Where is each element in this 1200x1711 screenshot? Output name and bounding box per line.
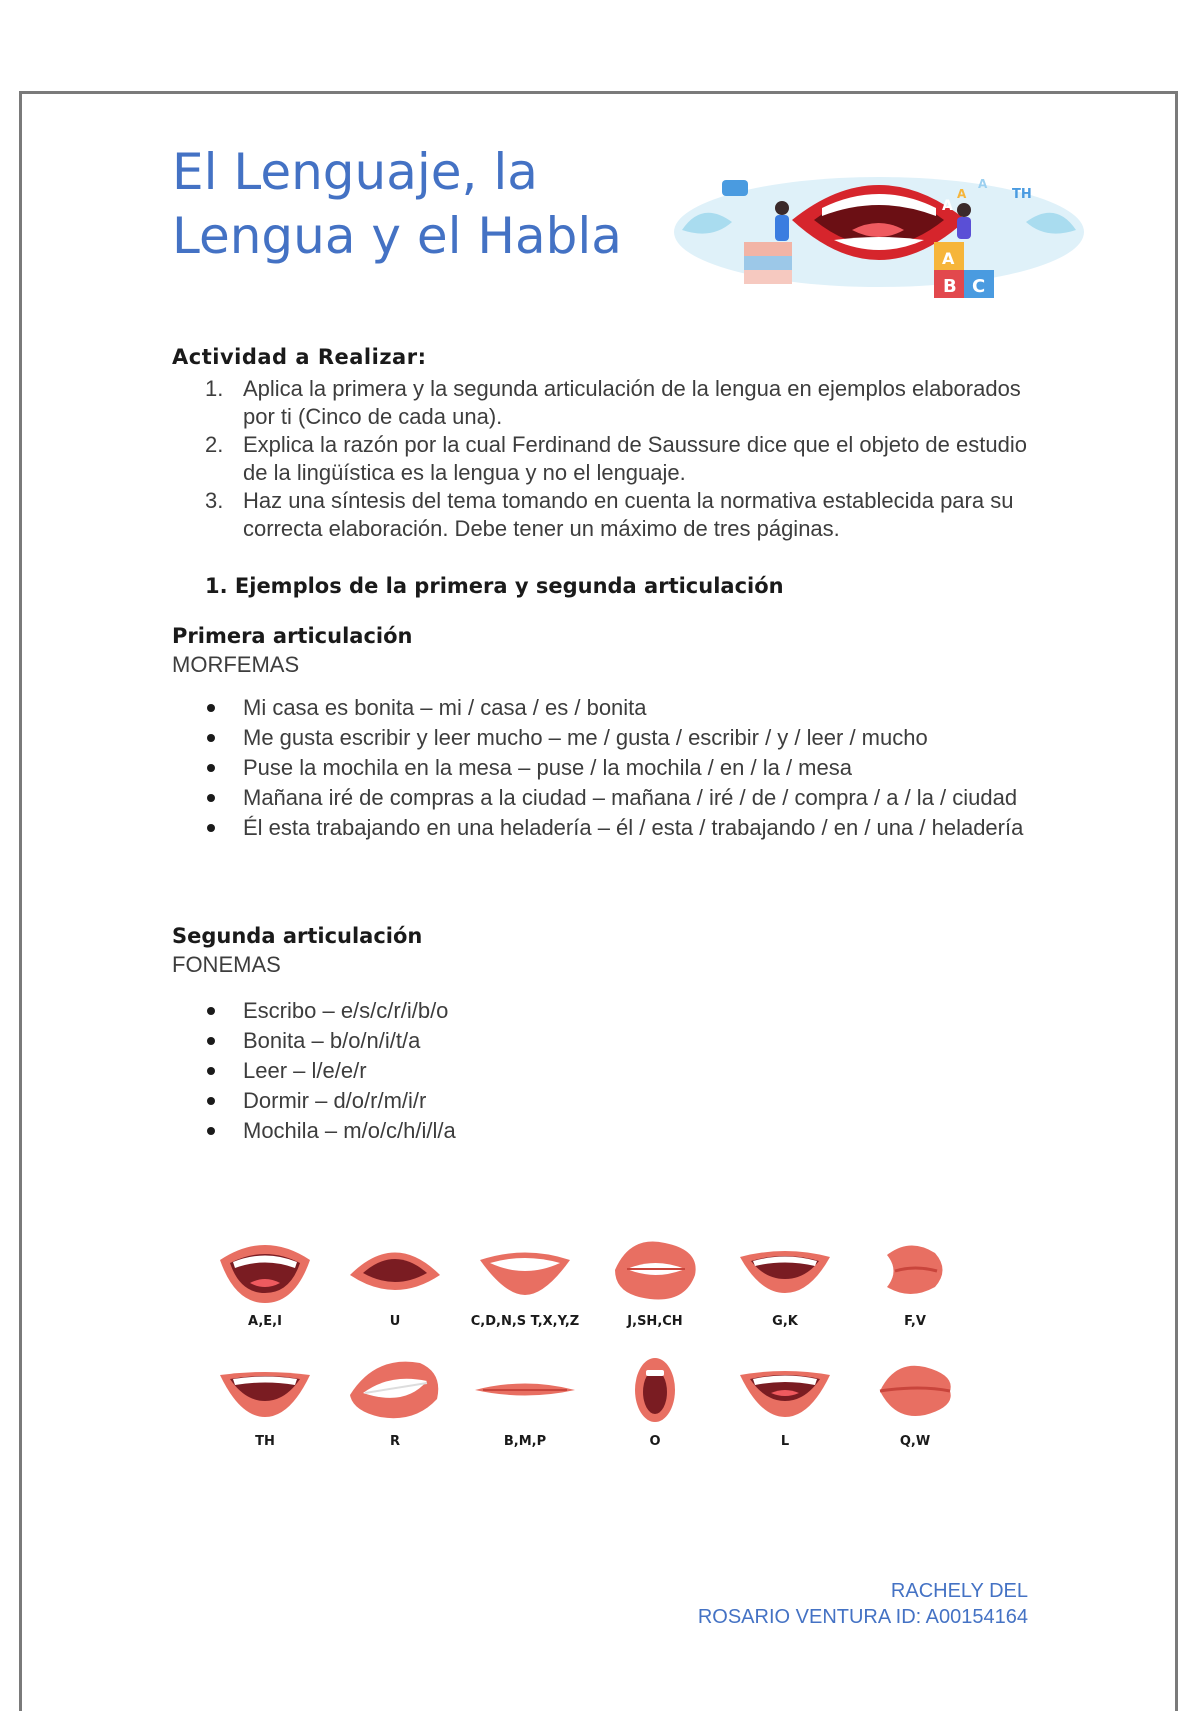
mouth-label: TH (255, 1434, 275, 1449)
hero-illustration (672, 160, 1086, 300)
mouth-r-icon (345, 1355, 445, 1425)
mouth-label: J,SH,CH (627, 1314, 683, 1329)
mouth-label: A,E,I (248, 1314, 282, 1329)
list-item-text: Aplica la primera y la segunda articulación de la lengua en ejemplos elaborados por ti (Cinco de cada una). (243, 376, 1021, 429)
hero-letter: A (978, 177, 988, 191)
list-item-text: Haz una síntesis del tema tomando en cuenta la normativa establecida para su correcta elaboración. Debe tener un máximo de tres páginas. (243, 488, 1014, 541)
mouth-cell (335, 1355, 455, 1451)
mouth-sh-icon (605, 1235, 705, 1305)
list-item: Bonita – b/o/n/i/t/a (205, 1026, 1025, 1056)
hero-letter: TH (1012, 187, 1032, 202)
fonemas-list (205, 996, 1025, 1146)
mouth-cell (595, 1235, 715, 1331)
mouth-label: F,V (904, 1314, 926, 1329)
page-border (19, 91, 1178, 1711)
mouth-teeth-icon (475, 1235, 575, 1305)
list-item: Dormir – d/o/r/m/i/r (205, 1086, 1025, 1116)
mouth-cell (855, 1235, 975, 1331)
mouth-label: R (389, 1434, 400, 1449)
list-number: 3. (205, 488, 224, 513)
mouth-cell (725, 1235, 845, 1331)
mouth-u-icon (345, 1235, 445, 1305)
hero-letter: C (972, 276, 986, 297)
mouth-label: G,K (772, 1314, 798, 1329)
mouth-th-icon (215, 1355, 315, 1425)
author-info (698, 1578, 1028, 1630)
list-item: Escribo – e/s/c/r/i/b/o (205, 996, 1025, 1026)
mouth-l-icon (735, 1355, 835, 1425)
morfemas-list (205, 693, 1025, 843)
list-item: Me gusta escribir y leer mucho – me / gusta / escribir / y / leer / mucho (205, 723, 1025, 753)
mouth-g-icon (735, 1235, 835, 1305)
mouth-label: B,M,P (503, 1434, 547, 1449)
mouth-label: L (780, 1434, 790, 1449)
list-item (205, 431, 1045, 487)
mouth-cell (205, 1355, 325, 1451)
mouth-label: Q,W (899, 1434, 931, 1449)
hero-letter: B (943, 276, 957, 297)
author-name: RACHELY DEL (890, 1580, 1028, 1602)
mouth-open-wide-icon (215, 1235, 315, 1305)
list-item: Leer – l/e/e/r (205, 1056, 1025, 1086)
hero-letter: A (957, 187, 967, 201)
mouth-closed-icon (475, 1355, 575, 1425)
mouth-label: U (389, 1314, 401, 1329)
hero-letter: A (942, 249, 955, 268)
mouth-shapes-chart (205, 1235, 975, 1465)
first-articulation-heading: Primera articulación (172, 624, 413, 648)
mouth-cell (205, 1235, 325, 1331)
list-item: Él esta trabajando en una heladería – él / esta / trabajando / en / una / heladería (205, 813, 1025, 843)
morfemas-label: MORFEMAS (172, 652, 300, 677)
list-number: 2. (205, 432, 224, 457)
mouth-cell (725, 1355, 845, 1451)
mouth-cell (465, 1355, 585, 1451)
mouth-cell (465, 1235, 585, 1331)
page-title: El Lenguaje, la Lengua y el Habla (172, 143, 622, 265)
list-item-text: Explica la razón por la cual Ferdinand de Saussure dice que el objeto de estudio de la lingüística es la lengua y no el lenguaje. (243, 432, 1027, 485)
mouth-f-icon (865, 1235, 965, 1305)
mouth-cell (855, 1355, 975, 1451)
list-item (205, 375, 1045, 431)
activity-heading: Actividad a Realizar: (172, 345, 427, 369)
list-item: Puse la mochila en la mesa – puse / la mochila / en / la / mesa (205, 753, 1025, 783)
hero-letter: A (942, 198, 953, 214)
mouth-cell (595, 1355, 715, 1451)
activity-list (205, 375, 1045, 543)
list-item: Mañana iré de compras a la ciudad – mañana / iré / de / compra / a / la / ciudad (205, 783, 1025, 813)
mouth-o-icon (605, 1355, 705, 1425)
second-articulation-heading: Segunda articulación (172, 924, 423, 948)
mouth-label: O (649, 1434, 661, 1449)
mouth-cell (335, 1235, 455, 1331)
mouth-q-icon (865, 1355, 965, 1425)
mouth-label: C,D,N,S T,X,Y,Z (470, 1314, 580, 1329)
list-item: Mochila – m/o/c/h/i/l/a (205, 1116, 1025, 1146)
list-item (205, 487, 1045, 543)
list-item: Mi casa es bonita – mi / casa / es / bonita (205, 693, 1025, 723)
author-id: ROSARIO VENTURA ID: A00154164 (697, 1606, 1028, 1628)
section-heading: 1. Ejemplos de la primera y segunda articulación (205, 574, 784, 598)
fonemas-label: FONEMAS (172, 952, 281, 977)
list-number: 1. (205, 376, 224, 401)
